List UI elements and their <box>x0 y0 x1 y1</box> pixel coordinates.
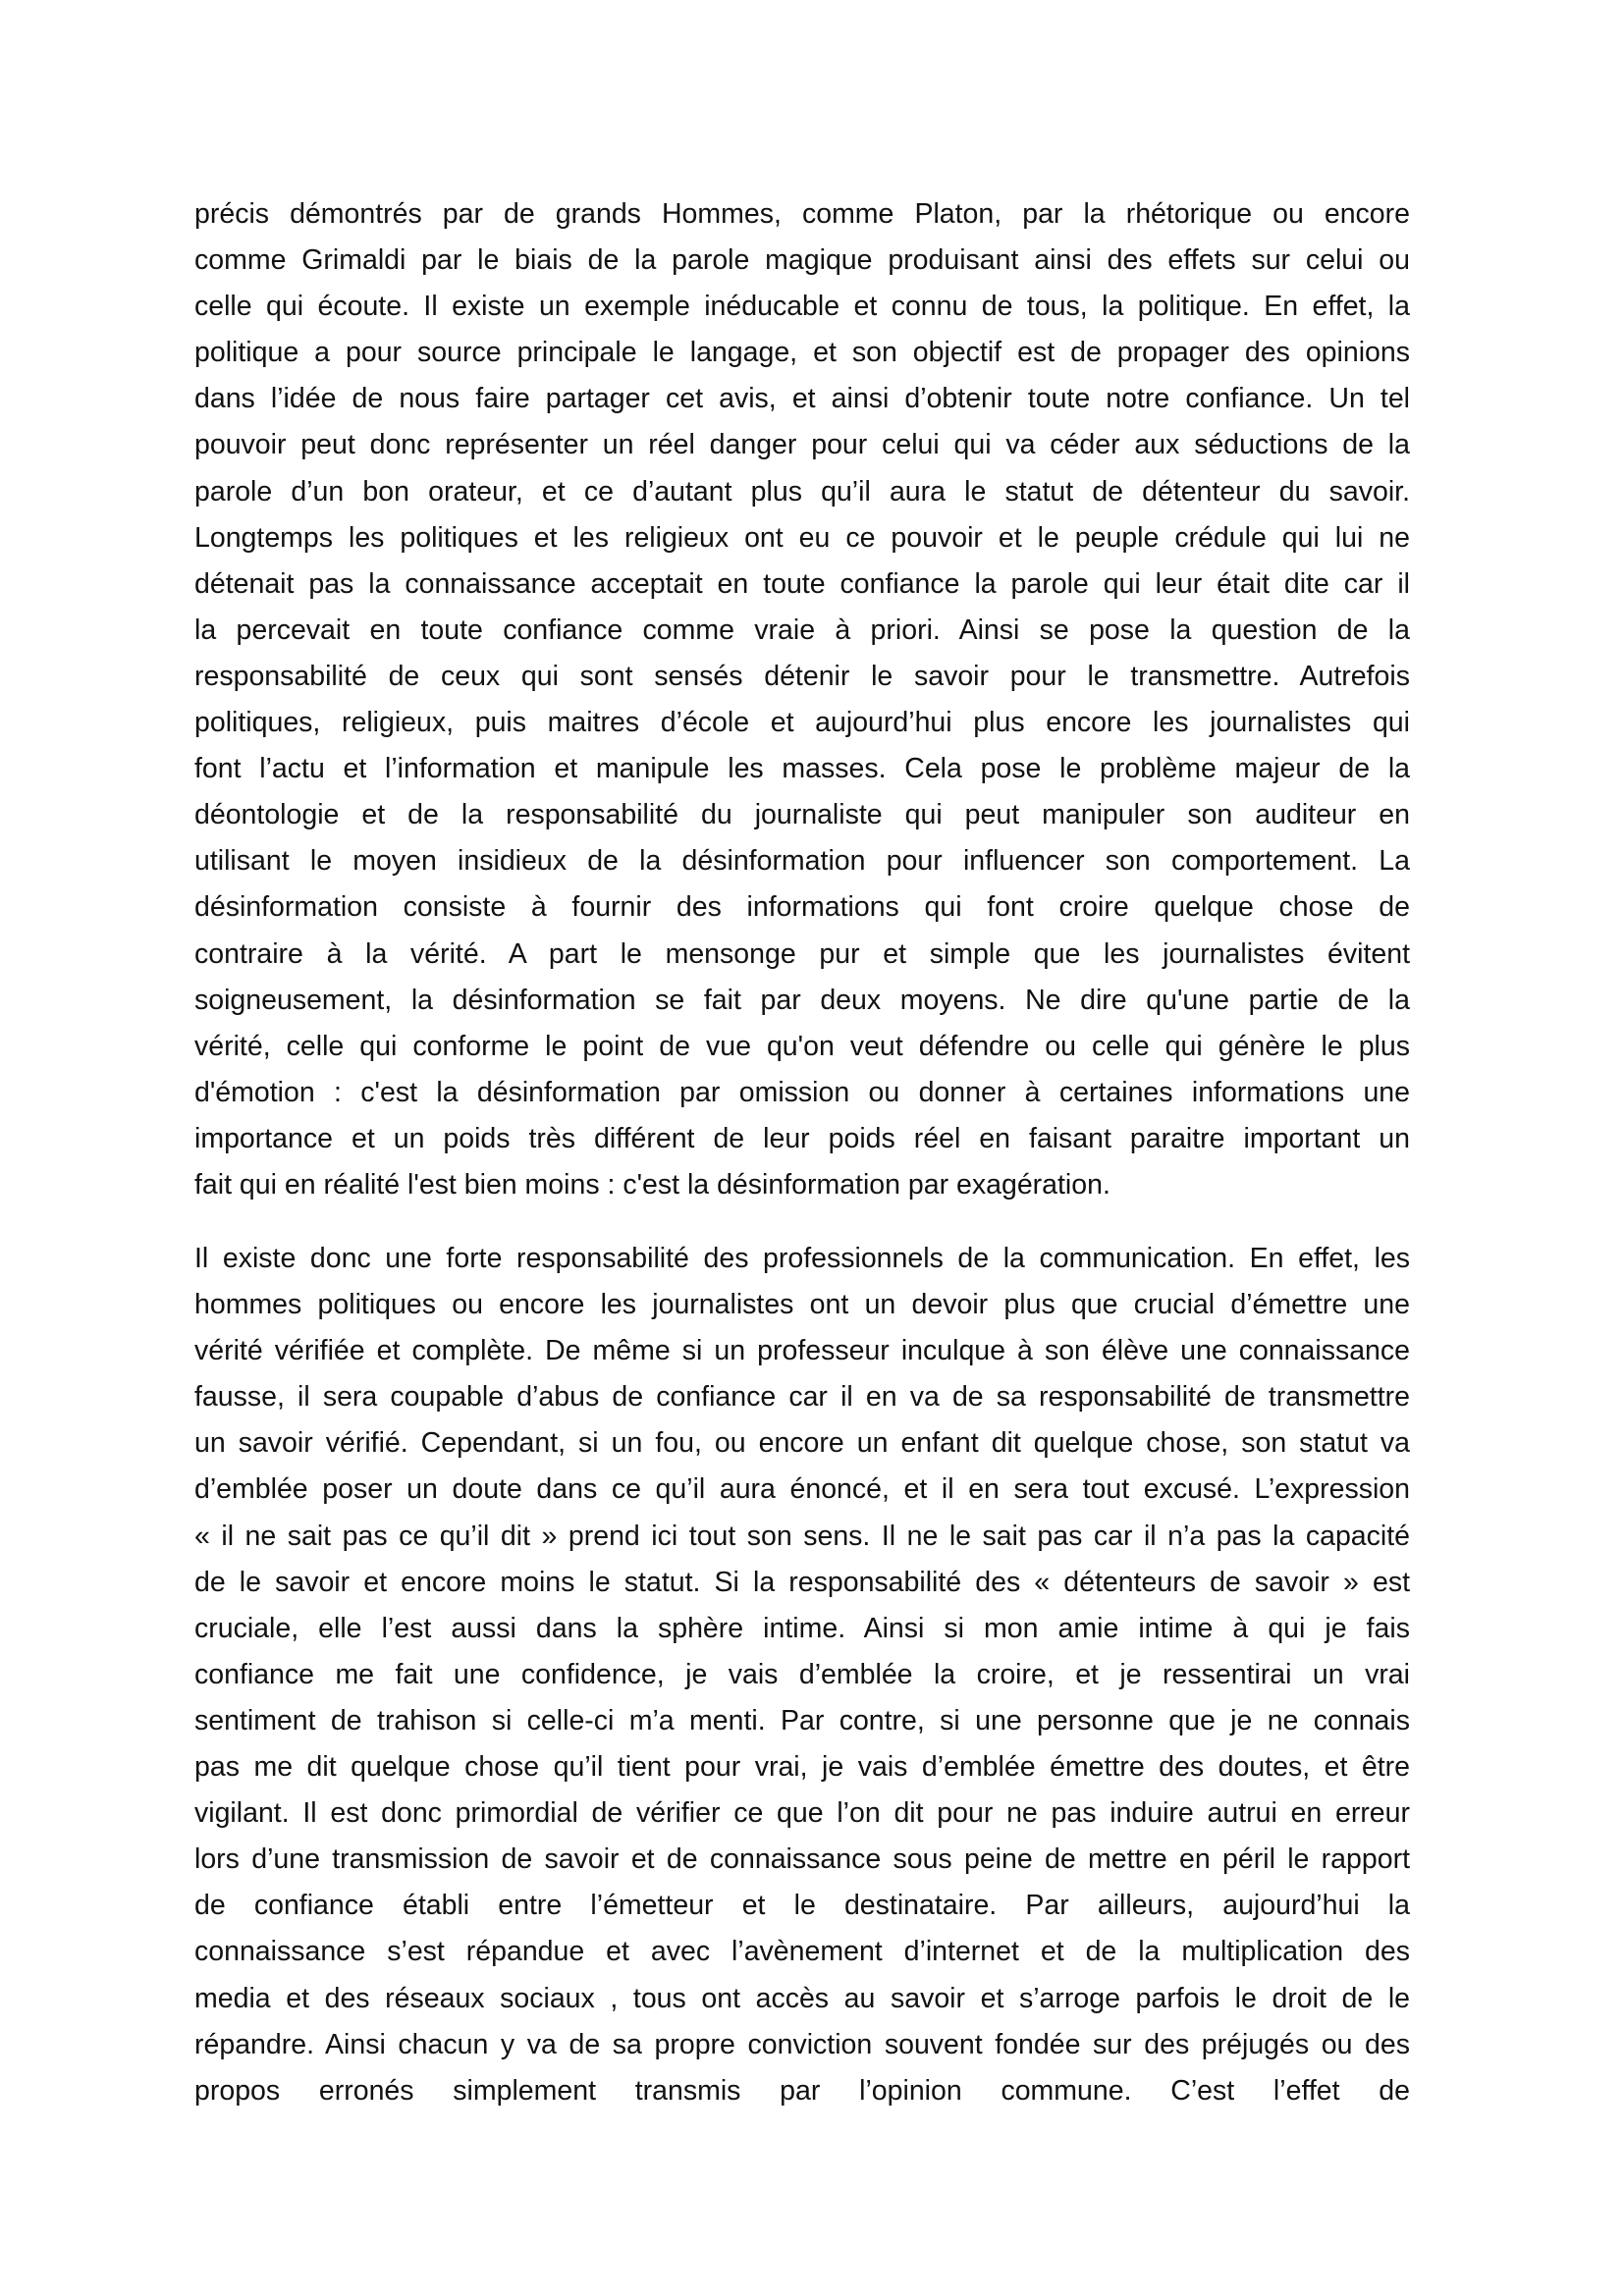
text-line: vigilant. Il est donc primordial de vérifier ce que l’on dit pour ne pas induire autrui en erreur <box>194 1797 1410 1830</box>
text-line: fausse, il sera coupable d’abus de confiance car il en va de sa responsabilité de transmettre <box>194 1381 1410 1414</box>
text-line: soigneusement, la désinformation se fait par deux moyens. Ne dire qu'une partie de la <box>194 984 1410 1016</box>
text-line: vérité, celle qui conforme le point de vue qu'on veut défendre ou celle qui génère le plus <box>194 1030 1410 1062</box>
text-line: dans l’idée de nous faire partager cet avis, et ainsi d’obtenir toute notre confiance. Un tel <box>194 383 1410 415</box>
text-line: vérité vérifiée et complète. De même si un professeur inculque à son élève une connaissance <box>194 1335 1410 1367</box>
text-line: comme Grimaldi par le biais de la parole magique produisant ainsi des effets sur celui ou <box>194 244 1410 277</box>
text-line: détenait pas la connaissance acceptait en toute confiance la parole qui leur était dite car il <box>194 567 1410 600</box>
text-line: précis démontrés par de grands Hommes, comme Platon, par la rhétorique ou encore <box>194 198 1410 230</box>
paragraph-1 <box>194 191 1410 1208</box>
text-line: pas me dit quelque chose qu’il tient pour vrai, je vais d’emblée émettre des doutes, et être <box>194 1751 1410 1784</box>
text-line: désinformation consiste à fournir des informations qui font croire quelque chose de <box>194 891 1410 924</box>
text-line: celle qui écoute. Il existe un exemple inéducable et connu de tous, la politique. En effet, la <box>194 291 1410 323</box>
text-line: lors d’une transmission de savoir et de connaissance sous peine de mettre en péril le rapport <box>194 1843 1410 1876</box>
text-line: parole d’un bon orateur, et ce d’autant plus qu’il aura le statut de détenteur du savoir. <box>194 475 1410 507</box>
text-line: d’emblée poser un doute dans ce qu’il aura énoncé, et il en sera tout excusé. L’expression <box>194 1473 1410 1506</box>
text-line: de confiance établi entre l’émetteur et le destinataire. Par ailleurs, aujourd’hui la <box>194 1890 1410 1922</box>
text-line: fait qui en réalité l'est bien moins : c'est la désinformation par exagération. <box>194 1168 1110 1201</box>
text-line: utilisant le moyen insidieux de la désinformation pour influencer son comportement. La <box>194 845 1410 878</box>
text-line: hommes politiques ou encore les journalistes ont un devoir plus que crucial d’émettre une <box>194 1289 1410 1321</box>
text-line: sentiment de trahison si celle-ci m’a menti. Par contre, si une personne que je ne connais <box>194 1704 1410 1736</box>
text-line: importance et un poids très différent de leur poids réel en faisant paraitre important un <box>194 1122 1410 1154</box>
text-line: responsabilité de ceux qui sont sensés détenir le savoir pour le transmettre. Autrefois <box>194 660 1410 692</box>
text-line: media et des réseaux sociaux , tous ont accès au savoir et s’arroge parfois le droit de le <box>194 1982 1410 2014</box>
text-line: la percevait en toute confiance comme vraie à priori. Ainsi se pose la question de la <box>194 614 1410 646</box>
text-line: connaissance s’est répandue et avec l’avènement d’internet et de la multiplication des <box>194 1936 1410 1968</box>
text-line: répandre. Ainsi chacun y va de sa propre conviction souvent fondée sur des préjugés ou des <box>194 2028 1410 2060</box>
text-line: politiques, religieux, puis maitres d’école et aujourd’hui plus encore les journalistes qui <box>194 707 1410 739</box>
text-line: déontologie et de la responsabilité du journaliste qui peut manipuler son auditeur en <box>194 799 1410 831</box>
text-line: Longtemps les politiques et les religieux ont eu ce pouvoir et le peuple crédule qui lui ne <box>194 521 1410 554</box>
text-line: d'émotion : c'est la désinformation par omission ou donner à certaines informations une <box>194 1076 1410 1108</box>
text-line: un savoir vérifié. Cependant, si un fou, ou encore un enfant dit quelque chose, son statut va <box>194 1427 1410 1460</box>
text-line: « il ne sait pas ce qu’il dit » prend ici tout son sens. Il ne le sait pas car il n’a pas la capacité <box>194 1520 1410 1552</box>
text-line: politique a pour source principale le langage, et son objectif est de propager des opinions <box>194 337 1410 369</box>
text-line: propos erronés simplement transmis par l’opinion commune. C’est l’effet de <box>194 2074 1410 2107</box>
text-line: contraire à la vérité. A part le mensonge pur et simple que les journalistes évitent <box>194 937 1410 970</box>
text-line: font l’actu et l’information et manipule les masses. Cela pose le problème majeur de la <box>194 753 1410 785</box>
text-line: Il existe donc une forte responsabilité des professionnels de la communication. En effet, les <box>194 1243 1410 1274</box>
text-line: confiance me fait une confidence, je vais d’emblée la croire, et je ressentirai un vrai <box>194 1658 1410 1690</box>
text-line: de le savoir et encore moins le statut. Si la responsabilité des « détenteurs de savoir » est <box>194 1566 1410 1598</box>
text-line: cruciale, elle l’est aussi dans la sphère intime. Ainsi si mon amie intime à qui je fais <box>194 1612 1410 1644</box>
text-line: pouvoir peut donc représenter un réel danger pour celui qui va céder aux séductions de la <box>194 429 1410 461</box>
paragraph-2 <box>194 1236 1410 2114</box>
